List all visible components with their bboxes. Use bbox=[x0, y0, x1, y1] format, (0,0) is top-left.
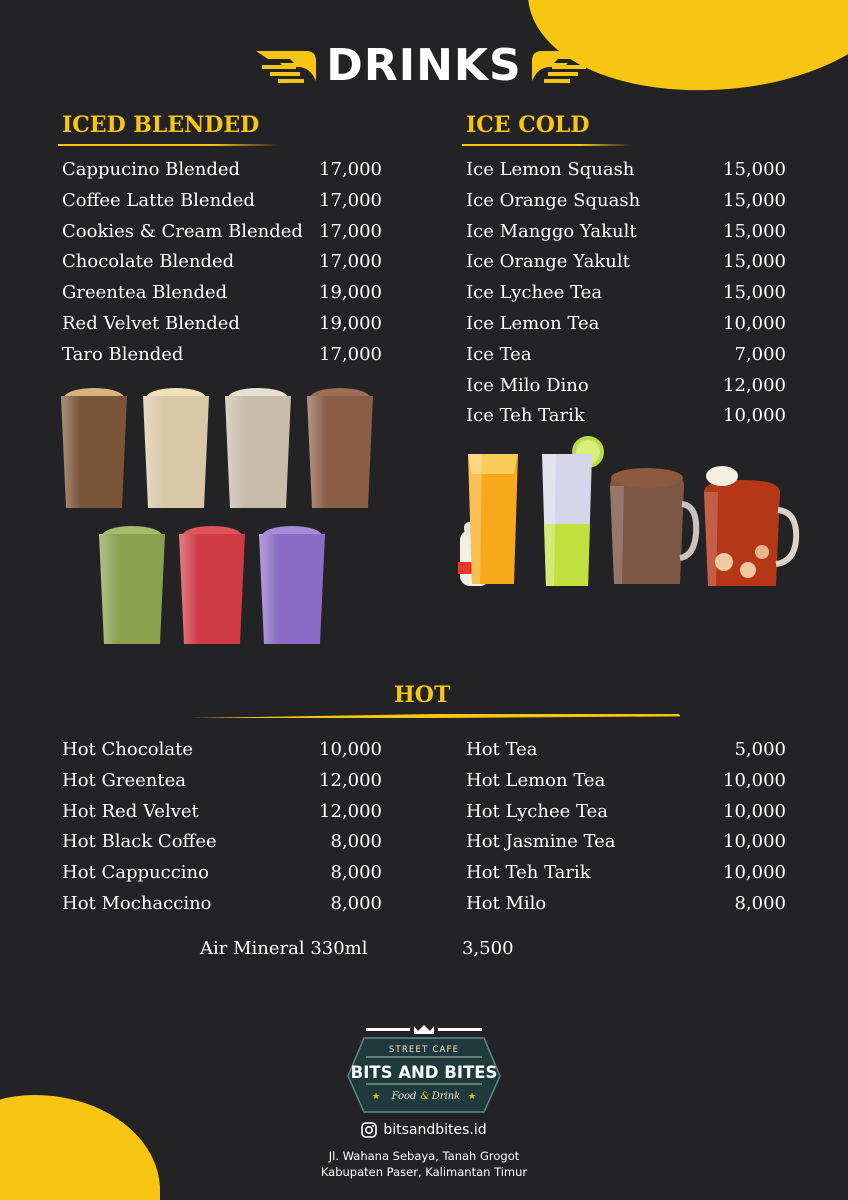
address-line-1: Jl. Wahana Sebaya, Tanah Grogot bbox=[328, 1149, 520, 1163]
item-name: Hot Greentea bbox=[62, 769, 186, 791]
hot-list-left bbox=[62, 735, 382, 920]
item-price: 12,000 bbox=[723, 374, 786, 396]
item-price: 8,000 bbox=[330, 831, 382, 853]
item-price: 8,000 bbox=[330, 892, 382, 914]
ice-cold-drinks-image bbox=[452, 434, 804, 594]
item-name: Ice Orange Squash bbox=[466, 189, 641, 211]
wing-right-icon bbox=[528, 47, 594, 85]
page-title: DRINKS bbox=[326, 40, 522, 91]
section-title-iced-blended: ICED BLENDED bbox=[62, 112, 260, 138]
item-price: 8,000 bbox=[734, 892, 786, 914]
star-icon bbox=[468, 1092, 476, 1102]
item-price: 10,000 bbox=[723, 831, 786, 853]
item-price: 10,000 bbox=[723, 800, 786, 822]
item-price: 17,000 bbox=[319, 159, 382, 180]
instagram-icon bbox=[361, 1122, 377, 1138]
item-price: 10,000 bbox=[723, 862, 786, 884]
item-price: 17,000 bbox=[319, 220, 382, 242]
ice-cold-list bbox=[466, 155, 786, 432]
svg-text:★: ★ bbox=[372, 1092, 381, 1102]
item-name: Chocolate Blended bbox=[62, 251, 235, 273]
logo-tagline-drink: Drink bbox=[431, 1091, 461, 1102]
item-name: Ice Lemon Tea bbox=[466, 312, 600, 334]
item-price: 15,000 bbox=[723, 159, 786, 180]
menu-item bbox=[466, 827, 786, 858]
item-name: Ice Manggo Yakult bbox=[466, 220, 637, 242]
menu-item bbox=[62, 735, 382, 766]
item-price: 15,000 bbox=[723, 189, 786, 211]
item-price: 17,000 bbox=[319, 343, 382, 365]
item-name: Hot Mochaccino bbox=[62, 892, 212, 914]
item-price: 5,000 bbox=[734, 739, 786, 760]
iced-blended-list bbox=[62, 155, 382, 371]
section-underline bbox=[462, 144, 632, 146]
menu-item bbox=[466, 401, 786, 432]
item-name: Hot Jasmine Tea bbox=[466, 831, 616, 853]
menu-item bbox=[62, 858, 382, 889]
logo-tagline-food: Food bbox=[391, 1091, 417, 1102]
cafe-logo bbox=[344, 1022, 504, 1114]
menu-item bbox=[466, 889, 786, 920]
menu-item bbox=[62, 889, 382, 920]
wing-left-icon bbox=[254, 47, 320, 85]
item-name: Hot Lemon Tea bbox=[466, 769, 606, 791]
star-icon bbox=[372, 1092, 380, 1102]
menu-item bbox=[466, 186, 786, 217]
instagram-handle-row bbox=[0, 1122, 848, 1138]
item-name: Hot Lychee Tea bbox=[466, 800, 608, 822]
item-price: 15,000 bbox=[723, 282, 786, 304]
page-header bbox=[0, 40, 848, 91]
instagram-handle: bitsandbites.id bbox=[383, 1122, 487, 1138]
menu-item bbox=[62, 340, 382, 371]
item-price: 7,000 bbox=[734, 343, 786, 365]
item-name: Cappucino Blended bbox=[62, 159, 241, 180]
menu-item bbox=[62, 155, 382, 186]
svg-text:★: ★ bbox=[468, 1092, 477, 1102]
section-underline bbox=[58, 144, 280, 146]
item-price: 12,000 bbox=[319, 769, 382, 791]
item-name: Ice Lemon Squash bbox=[466, 159, 635, 180]
item-name: Cookies & Cream Blended bbox=[62, 220, 303, 242]
item-name: Hot Milo bbox=[466, 892, 547, 914]
item-price: 17,000 bbox=[319, 189, 382, 211]
menu-item bbox=[466, 217, 786, 248]
menu-item bbox=[62, 766, 382, 797]
logo-top-text: STREET CAFE bbox=[388, 1045, 460, 1055]
menu-item bbox=[466, 735, 786, 766]
item-price: 19,000 bbox=[319, 282, 382, 304]
menu-item bbox=[466, 247, 786, 278]
menu-item bbox=[62, 217, 382, 248]
menu-item bbox=[466, 155, 786, 186]
item-name: Ice Milo Dino bbox=[466, 374, 589, 396]
item-name: Coffee Latte Blended bbox=[62, 189, 255, 211]
crown-icon bbox=[414, 1025, 434, 1034]
menu-item bbox=[466, 309, 786, 340]
menu-item bbox=[62, 186, 382, 217]
item-name: Hot Red Velvet bbox=[62, 800, 199, 822]
hot-list-right bbox=[466, 735, 786, 920]
item-name: Red Velvet Blended bbox=[62, 312, 240, 334]
item-name: Hot Chocolate bbox=[62, 739, 193, 760]
item-price: 8,000 bbox=[330, 862, 382, 884]
item-name: Ice Lychee Tea bbox=[466, 282, 603, 304]
address-line-2: Kabupaten Paser, Kalimantan Timur bbox=[320, 1165, 528, 1179]
item-price: 10,000 bbox=[319, 739, 382, 760]
logo-name: BITS AND BITES bbox=[350, 1063, 498, 1082]
menu-item bbox=[466, 278, 786, 309]
item-name: Hot Cappuccino bbox=[62, 862, 209, 884]
item-price: 19,000 bbox=[319, 312, 382, 334]
item-price: 12,000 bbox=[319, 800, 382, 822]
menu-item bbox=[466, 340, 786, 371]
extra-item-price: 3,500 bbox=[462, 938, 514, 959]
item-name: Hot Tea bbox=[466, 739, 538, 760]
menu-item bbox=[466, 371, 786, 402]
menu-item bbox=[62, 247, 382, 278]
address bbox=[0, 1148, 848, 1180]
menu-item bbox=[62, 309, 382, 340]
item-name: Ice Orange Yakult bbox=[466, 251, 630, 273]
item-price: 10,000 bbox=[723, 312, 786, 334]
item-name: Greentea Blended bbox=[62, 282, 228, 304]
item-name: Taro Blended bbox=[62, 343, 184, 365]
menu-item bbox=[62, 278, 382, 309]
item-name: Hot Teh Tarik bbox=[466, 862, 591, 884]
extra-item-name: Air Mineral 330ml bbox=[200, 938, 368, 959]
hot-underline bbox=[190, 714, 680, 718]
item-name: Ice Tea bbox=[466, 343, 532, 365]
menu-item bbox=[62, 797, 382, 828]
section-title-hot: HOT bbox=[394, 682, 451, 708]
menu-item bbox=[62, 827, 382, 858]
section-title-ice-cold: ICE COLD bbox=[466, 112, 590, 138]
item-price: 10,000 bbox=[723, 769, 786, 791]
blended-drinks-image bbox=[56, 382, 380, 648]
menu-item bbox=[466, 766, 786, 797]
item-price: 17,000 bbox=[319, 251, 382, 273]
item-price: 15,000 bbox=[723, 220, 786, 242]
menu-item bbox=[466, 858, 786, 889]
logo-tagline-amp: & bbox=[420, 1091, 430, 1102]
item-price: 15,000 bbox=[723, 251, 786, 273]
menu-item bbox=[466, 797, 786, 828]
item-name: Hot Black Coffee bbox=[62, 831, 217, 853]
item-name: Ice Teh Tarik bbox=[466, 405, 585, 427]
item-price: 10,000 bbox=[723, 405, 786, 427]
